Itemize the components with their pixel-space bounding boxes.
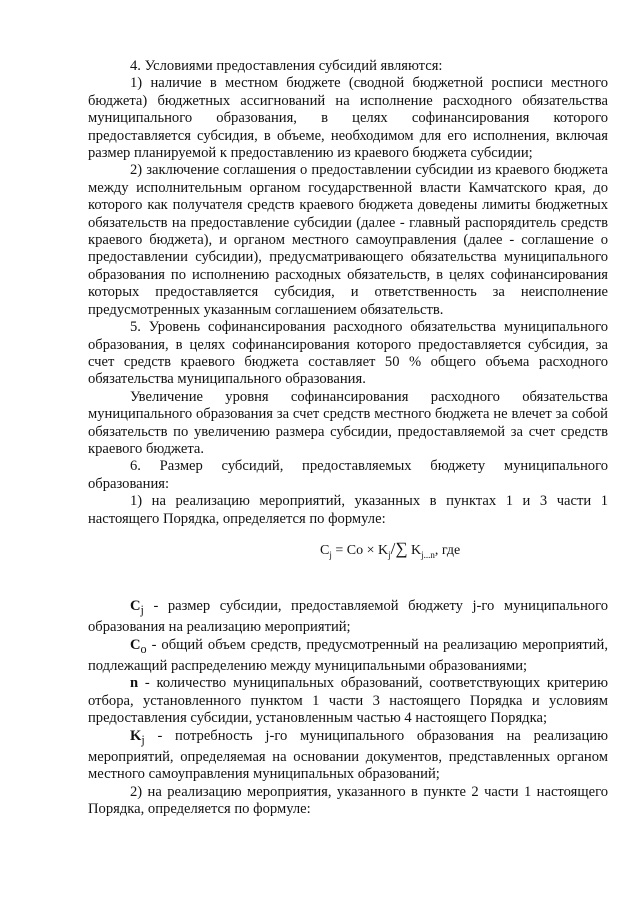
formula-eq: = Co × K: [335, 542, 389, 558]
paragraph-6-2: 2) на реализацию мероприятия, указанного в пункте 2 части 1 настоящего Порядка, определяется по формуле:: [88, 783, 608, 818]
formula-sum-k: K: [410, 542, 422, 558]
formula-sum-symbol: ∑: [395, 538, 408, 558]
formula-slash: /: [390, 538, 396, 558]
definition-text: - количество муниципальных образований, соответствующих критерию отбора, установленного пунктом 1 части 3 настоящего Порядка и условиям предоставления субсидии, установленным частью 4 настоящего Порядка;: [88, 675, 608, 727]
formula-k-sub: j: [388, 549, 391, 560]
formula-tail: , где: [434, 542, 461, 558]
paragraph-4-1: 1) наличие в местном бюджете (сводной бюджетной росписи местного бюджета) бюджетных ассигнований на исполнение расходного обязательства муниципального образования, в целях софинансирования которого предоставляется субсидия, в объеме, необходимом для его исполнения, включая размер планируемой к предоставлению из краевого бюджета субсидии;: [88, 75, 608, 162]
definition-text: - размер субсидии, предоставляемой бюджету j-го муниципального образования на реализацию мероприятий;: [88, 597, 608, 636]
formula-block: [88, 528, 608, 598]
formula-sum-sub: j...n: [421, 549, 435, 560]
definition-symbol: C: [130, 597, 141, 614]
definition-symbol: n: [130, 675, 139, 692]
definition-sub: o: [140, 641, 147, 656]
formula-lhs-sub: j: [329, 549, 332, 560]
definition-symbol: C: [130, 636, 141, 653]
definition-text: - потребность j-го муниципального образования на реализацию мероприятий, определяемая на основании документов, представленных органом местного самоуправления муниципальных образований;: [88, 727, 608, 783]
paragraph-6-1: 1) на реализацию мероприятий, указанных в пунктах 1 и 3 части 1 настоящего Порядка, определяется по формуле:: [88, 493, 608, 527]
definition-co: [88, 637, 608, 676]
formula-lhs: C: [320, 542, 330, 558]
formula-cj: [320, 540, 460, 564]
document-body: [88, 58, 608, 819]
paragraph-4-heading: 4. Условиями предоставления субсидий являются:: [130, 58, 443, 74]
definition-kj: [88, 728, 608, 784]
definition-n: [88, 675, 608, 727]
paragraph-5-increase: Увеличение уровня софинансирования расходного обязательства муниципального образования за счет средств местного бюджета не влечет за собой обязательств по увеличению размера субсидии, предоставляемой за счет средств краевого бюджета.: [88, 388, 608, 457]
paragraph-5: 5. Уровень софинансирования расходного обязательства муниципального образования, в целях софинансирования которого предоставляется субсидия, за счет средств краевого бюджета составляет 50 % общего объема расходного обязательства муниципального образования.: [88, 319, 608, 388]
definition-cj: [88, 598, 608, 637]
paragraph-6-heading: 6. Размер субсидий, предоставляемых бюджету муниципального образования:: [88, 458, 608, 492]
paragraph-4-2: 2) заключение соглашения о предоставлении субсидии из краевого бюджета между исполнительным органом государственной власти Камчатского края, до которого как получателя средств краевого бюджета доведены лимиты бюджетных обязательств на предоставление субсидии (далее - главный распорядитель средств краевого бюджета), и органом местного самоуправления (далее - соглашение о предоставлении субсидии), предусматривающего обязательства муниципального образования по исполнению расходных обязательств, в целях софинансирования которых предоставляется субсидия, и ответственность за неисполнение предусмотренных указанным соглашением обязательств.: [88, 162, 608, 318]
definition-sub: j: [140, 602, 144, 617]
definition-text: - общий объем средств, предусмотренный на реализацию мероприятий, подлежащий распределению между муниципальными образованиями;: [88, 636, 608, 674]
definition-sub: j: [141, 732, 145, 747]
definition-symbol: K: [130, 727, 142, 744]
